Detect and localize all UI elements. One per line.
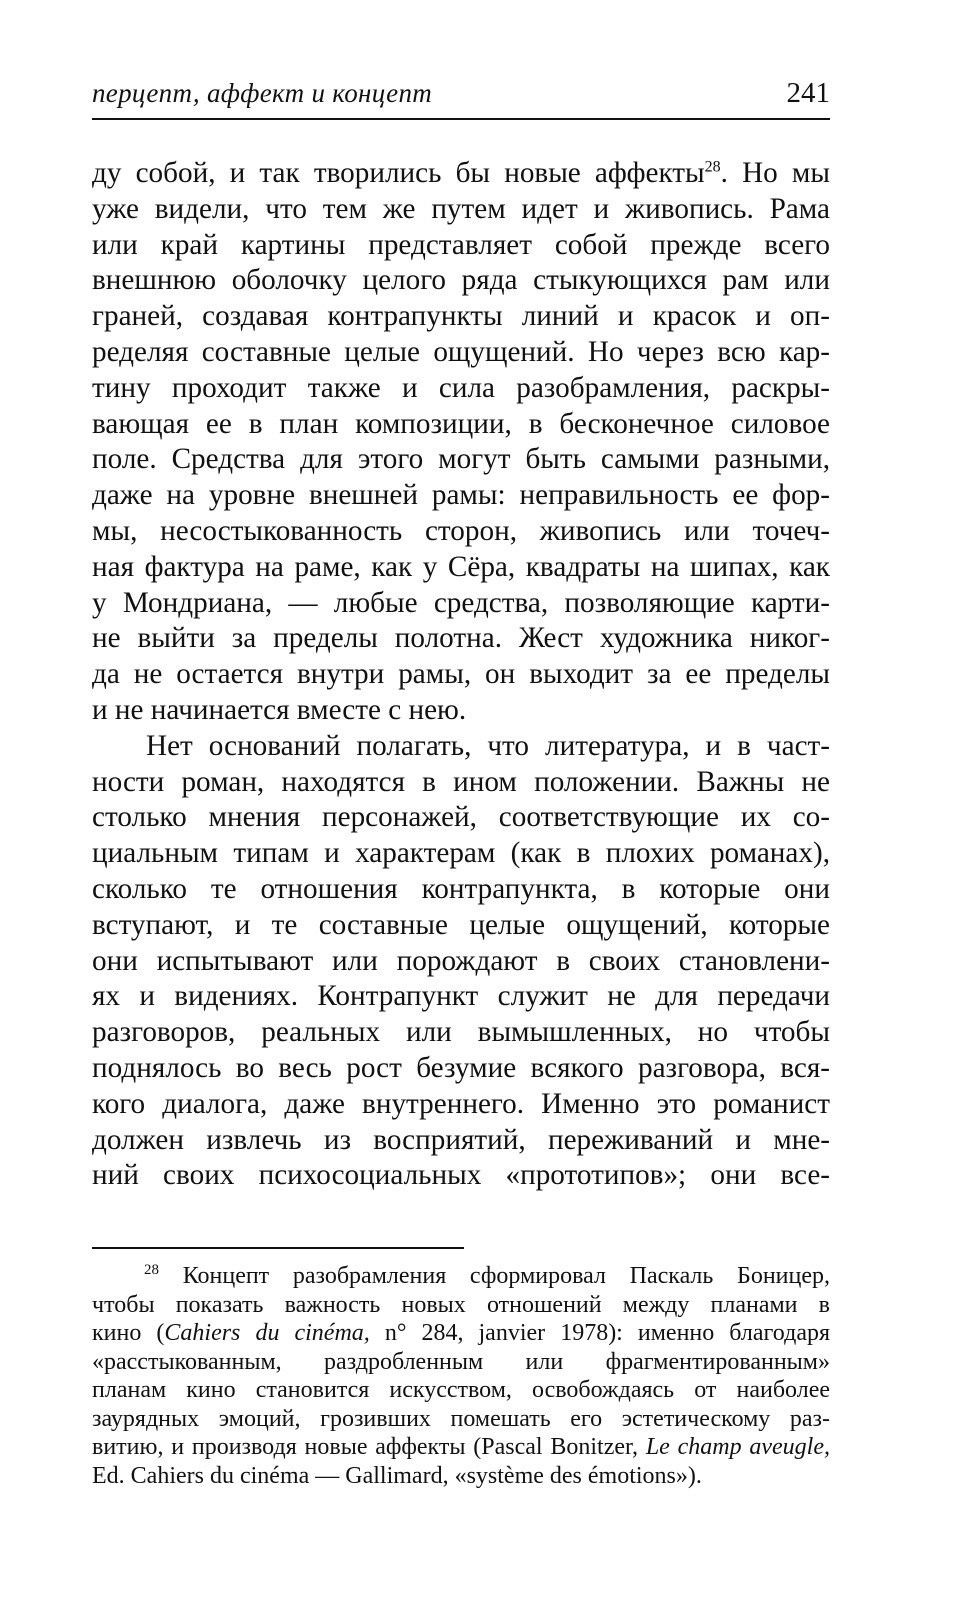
- text-line: поднялось во весь рост безумие всякого разговора, вся-: [92, 1051, 830, 1084]
- footnote-line: Ed. Cahiers du cinéma — Gallimard, «système des émotions»).: [92, 1462, 702, 1489]
- text-span: . Но мы: [720, 157, 830, 189]
- paragraph-first-line: Нет оснований полагать, что литература, и в част-: [146, 729, 830, 762]
- text-line: да не остается внутри рамы, он выходит за ее пределы: [92, 658, 830, 691]
- text-line: ная фактура на раме, как у Сёра, квадраты на шипах, как: [92, 550, 830, 583]
- text-span: кино (: [92, 1320, 165, 1346]
- text-line: вступают, и те составные целые ощущений, которые: [92, 908, 830, 941]
- footnote: [92, 1262, 830, 1490]
- text-line: сколько те отношения контрапункта, в которые они: [92, 872, 830, 905]
- footnote-mark: 28: [144, 1262, 159, 1278]
- text-line: не выйти за пределы полотна. Жест художника никог-: [92, 622, 830, 655]
- footnote-line: «расстыкованным, раздробленным или фрагментированным»: [92, 1348, 830, 1375]
- footnote-line: [92, 1319, 830, 1348]
- text-line: должен извлечь из восприятий, переживаний и мне-: [92, 1123, 830, 1156]
- book-title: Le champ aveugle,: [645, 1434, 831, 1460]
- page-header: [92, 76, 830, 110]
- body-text: [92, 156, 830, 1194]
- page-number: 241: [786, 77, 830, 109]
- text-span: n° 284, janvier 1978): именно благодаря: [369, 1320, 831, 1346]
- text-line: даже на уровне внешней рамы: неправильность ее фор-: [92, 479, 830, 512]
- text-line: столько мнения персонажей, соответствующие их со-: [92, 801, 830, 834]
- footnote-line: планам кино становится искусством, освобождаясь от наиболее: [92, 1377, 830, 1403]
- text-line: они испытывают или порождают в своих становлени-: [92, 944, 830, 977]
- text-line: внешнюю оболочку целого ряда стыкующихся рам или: [92, 264, 830, 297]
- footnote-line: заурядных эмоций, грозивших помешать его эстетическому раз-: [92, 1405, 830, 1432]
- text-span: ду собой, и так творились бы новые аффекты: [92, 157, 705, 189]
- footnote-line: [92, 1262, 830, 1291]
- footnote-rule: [92, 1247, 464, 1249]
- text-line: поле. Средства для этого могут быть самыми разными,: [92, 443, 830, 476]
- text-line: у Мондриана, — любые средства, позволяющие карти-: [92, 586, 830, 619]
- text-line: вающая ее в план композиции, в бесконечное силовое: [92, 407, 830, 440]
- text-line: граней, создавая контрапункты линий и красок и оп-: [92, 300, 830, 333]
- header-rule: [92, 118, 830, 120]
- text-line: [92, 156, 830, 192]
- text-line: разговоров, реальных или вымышленных, но чтобы: [92, 1016, 830, 1049]
- text-span: Концепт разобрамления сформировал Паскаль Боницер,: [182, 1263, 830, 1289]
- text-line: тину проходит также и сила разобрамления, раскры-: [92, 371, 830, 404]
- running-title: перцепт, аффект и концепт: [92, 78, 433, 108]
- footnote-reference[interactable]: 28: [704, 158, 721, 176]
- text-line: ний своих психосоциальных «прототипов»; они все-: [92, 1159, 830, 1192]
- text-line: и не начинается вместе с нею.: [92, 693, 467, 726]
- journal-title: Cahiers du cinéma,: [164, 1320, 370, 1346]
- text-span: витию, и производя новые аффекты (Pascal Bonitzer,: [92, 1434, 646, 1460]
- text-line: уже видели, что тем же путем идет и живопись. Рама: [92, 192, 830, 225]
- footnote-line: [92, 1433, 830, 1462]
- text-line: ределяя составные целые ощущений. Но через всю кар-: [92, 335, 830, 368]
- text-line: мы, несостыкованность сторон, живопись или точеч-: [92, 514, 830, 547]
- text-line: ности роман, находятся в ином положении. Важны не: [92, 765, 830, 798]
- footnote-line: чтобы показать важность новых отношений между планами в: [92, 1291, 830, 1318]
- text-line: циальным типам и характерам (как в плохих романах),: [92, 837, 830, 870]
- text-line: кого диалога, даже внутреннего. Именно это романист: [92, 1087, 830, 1120]
- text-line: ях и видениях. Контрапункт служит не для передачи: [92, 980, 830, 1013]
- text-line: или край картины представляет собой прежде всего: [92, 228, 830, 261]
